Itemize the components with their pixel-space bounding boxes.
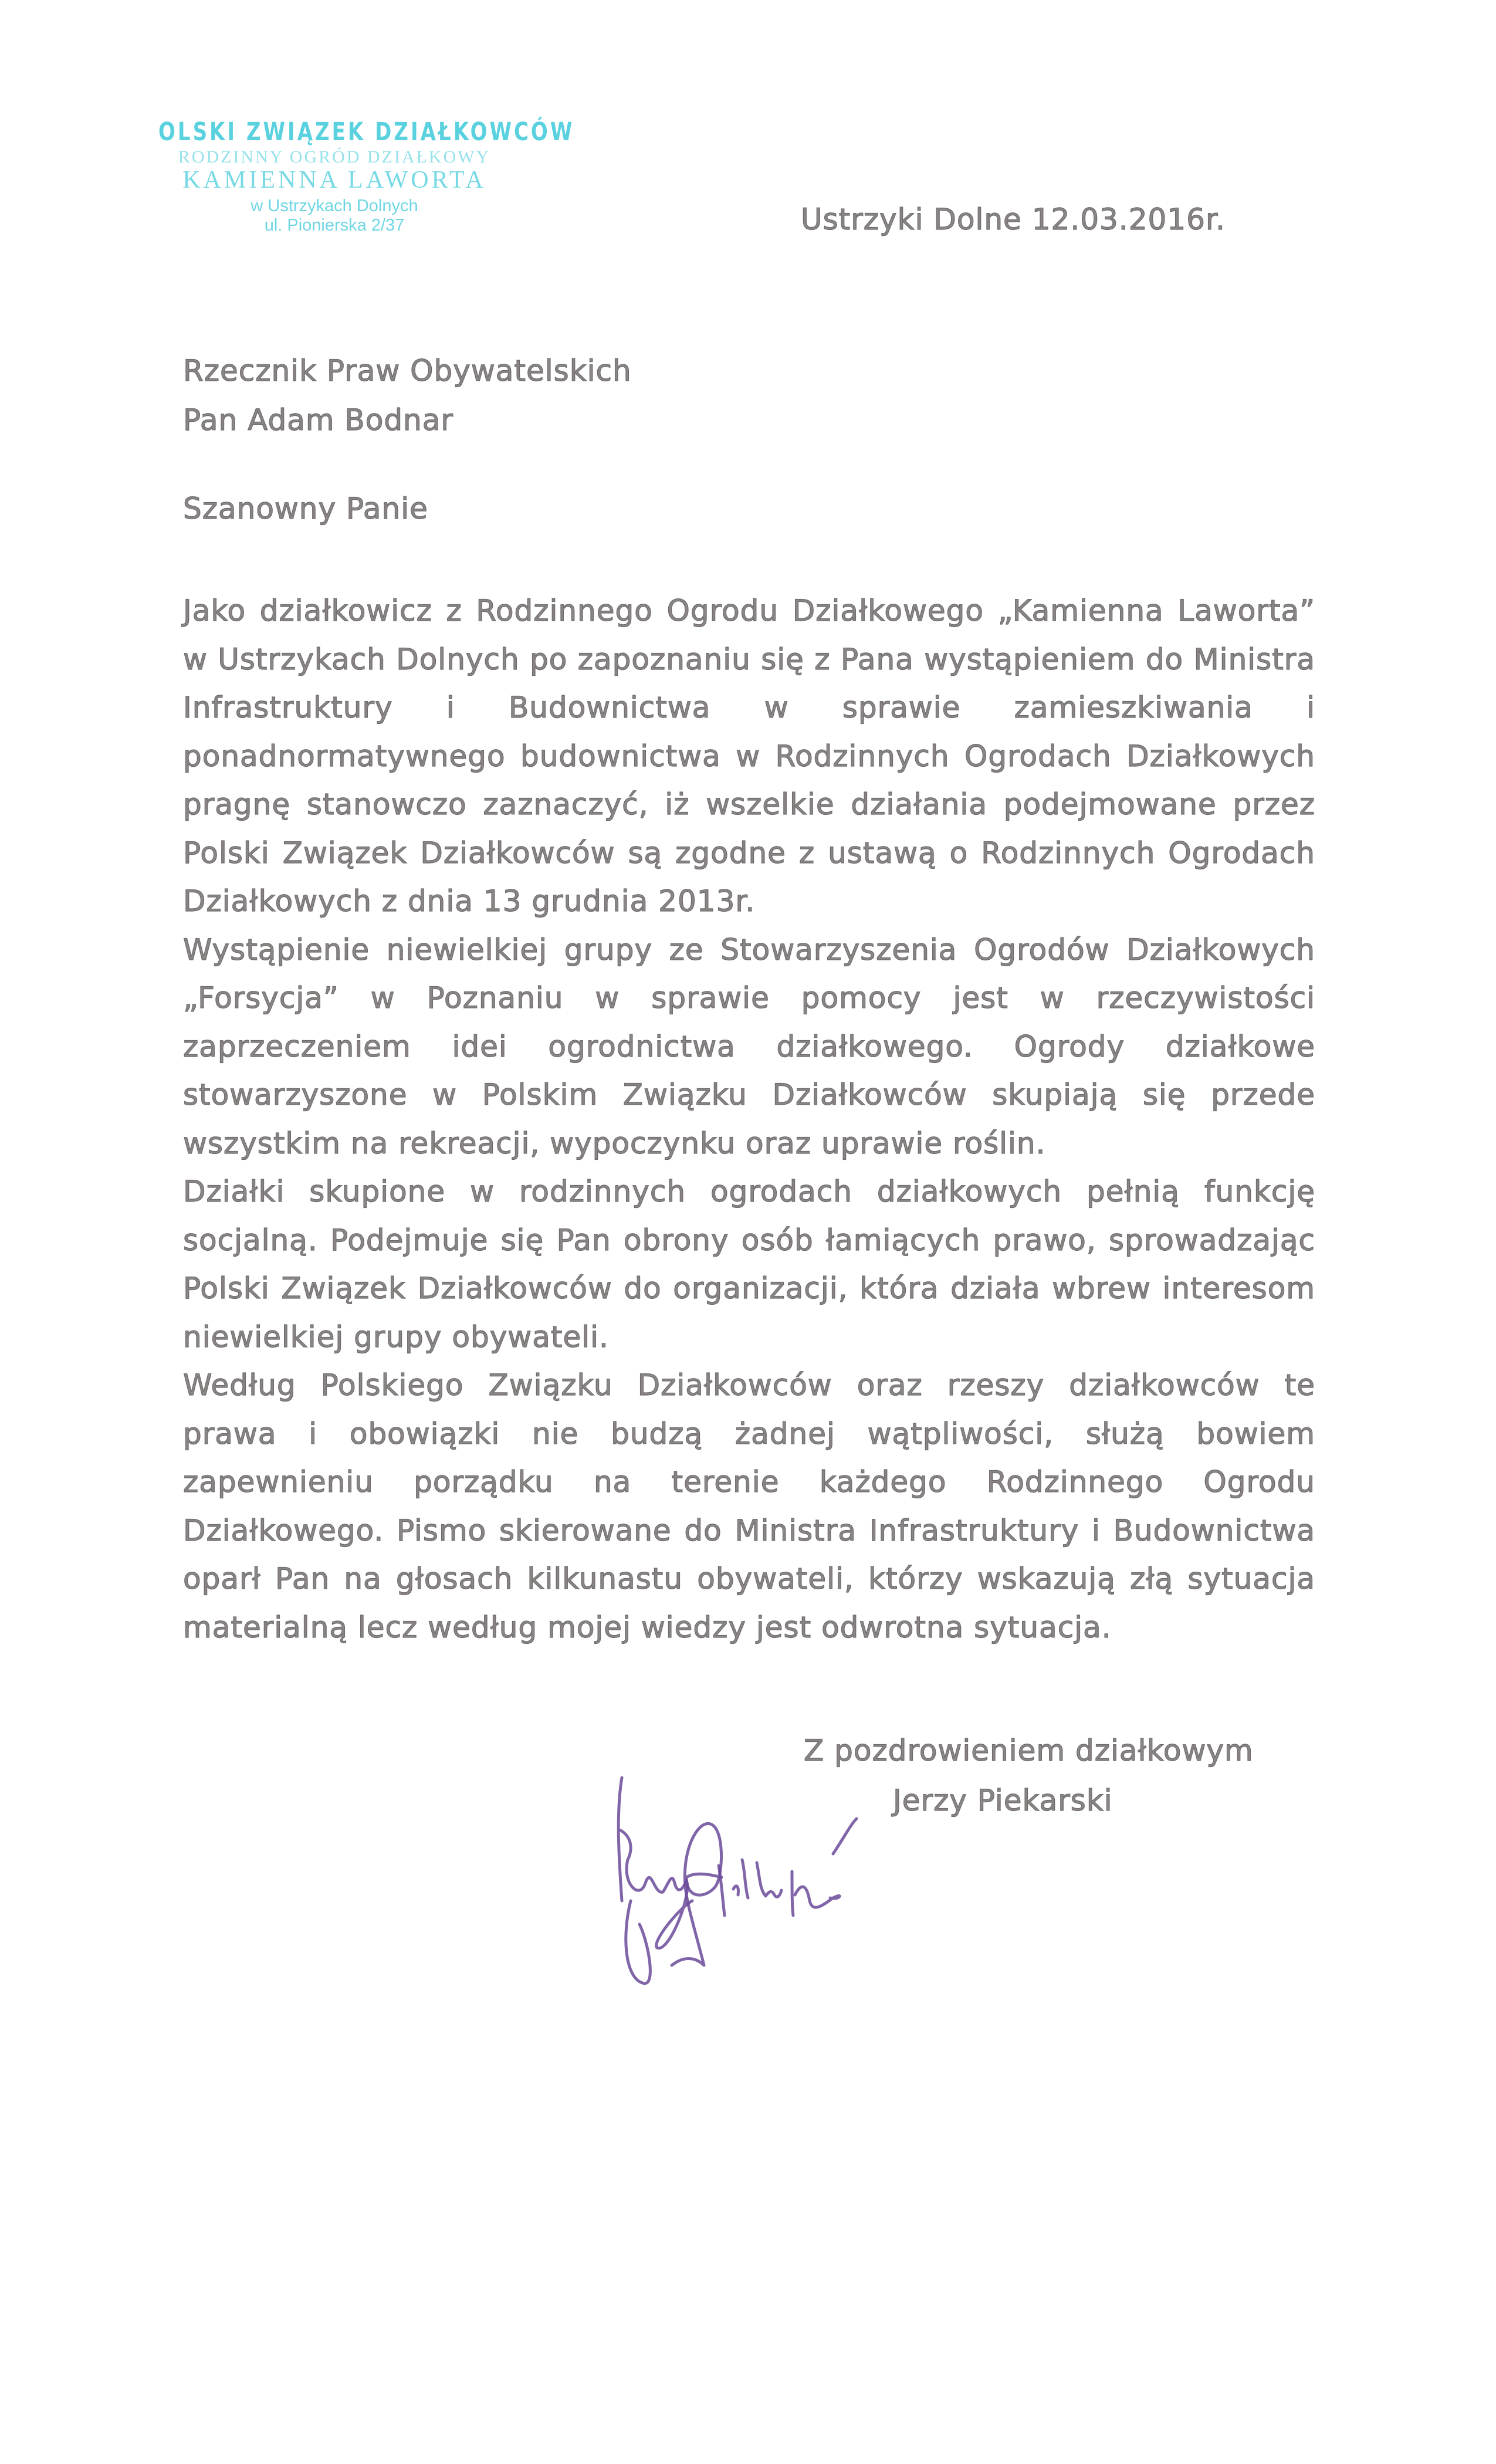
place-and-date: Ustrzyki Dolne 12.03.2016r. [801, 202, 1226, 236]
letter-body [183, 587, 1315, 1651]
stamp-line-4: w Ustrzykach Dolnych [251, 197, 418, 215]
addressee-block [183, 346, 632, 445]
addressee-name: Pan Adam Bodnar [183, 403, 453, 437]
body-paragraph: Działki skupione w rodzinnych ogrodach działkowych pełnią funkcję socjalną. Podejmuje się Pan obrony osób łamiących prawo, sprowadzając Polski Związek Działkowców do organizacji, która działa wbrew interesom niewielkiej grupy obywateli. [183, 1175, 1315, 1354]
signature-stroke [618, 1778, 692, 1948]
stamp-line-1: OLSKI ZWIĄZEK DZIAŁKOWCÓW [158, 117, 575, 147]
addressee-office: Rzecznik Praw Obywatelskich [183, 354, 632, 388]
signer-name: Jerzy Piekarski [893, 1783, 1113, 1817]
organization-stamp [158, 117, 575, 235]
body-paragraph: Jako działkowicz z Rodzinnego Ogrodu Działkowego „Kamienna Laworta” w Ustrzykach Dolnych po zapoznaniu się z Pana wystąpieniem do Ministra Infrastruktury i Budownictwa w sprawie zamieszkiwania i ponadnormatywnego budownictwa w Rodzinnych Ogrodach Działkowych pragnę stanowczo zaznaczyć, iż wszelkie działania podejmowane przez Polski Związek Działkowców są zgodne z ustawą o Rodzinnych Ogrodach Działkowych z dnia 13 grudnia 2013r. [183, 594, 1315, 918]
stamp-line-5: ul. Pionierska 2/37 [264, 216, 405, 235]
closing-greeting: Z pozdrowieniem działkowym [804, 1734, 1254, 1768]
stamp-line-3: KAMIENNA LAWORTA [182, 167, 486, 194]
signature-stroke [719, 1866, 725, 1915]
handwritten-signature [598, 1766, 1033, 2012]
salutation: Szanowny Panie [183, 492, 428, 526]
signature-stroke [672, 1823, 722, 1965]
signature-stroke [626, 1901, 651, 1984]
stamp-line-2: RODZINNY OGRÓD DZIAŁKOWY [178, 147, 491, 167]
body-paragraph: Według Polskiego Związku Działkowców oraz rzeszy działkowców te prawa i obowiązki nie budzą żadnej wątpliwości, służą bowiem zapewnieniu porządku na terenie każdego Rodzinnego Ogrodu Działkowego. Pismo skierowane do Ministra Infrastruktury i Budownictwa oparł Pan na głosach kilkunastu obywateli, którzy wskazują złą sytuacja materialną lecz według mojej wiedzy jest odwrotna sytuacja. [183, 1368, 1315, 1644]
body-paragraph: Wystąpienie niewielkiej grupy ze Stowarzyszenia Ogrodów Działkowych „Forsycja” w Poznaniu w sprawie pomocy jest w rzeczywistości zaprzeczeniem idei ogrodnictwa działkowego. Ogrody działkowe stowarzyszone w Polskim Związku Działkowców skupiają się przede wszystkim na rekreacji, wypoczynku oraz uprawie roślin. [183, 932, 1315, 1160]
signature-stroke [733, 1819, 857, 1915]
